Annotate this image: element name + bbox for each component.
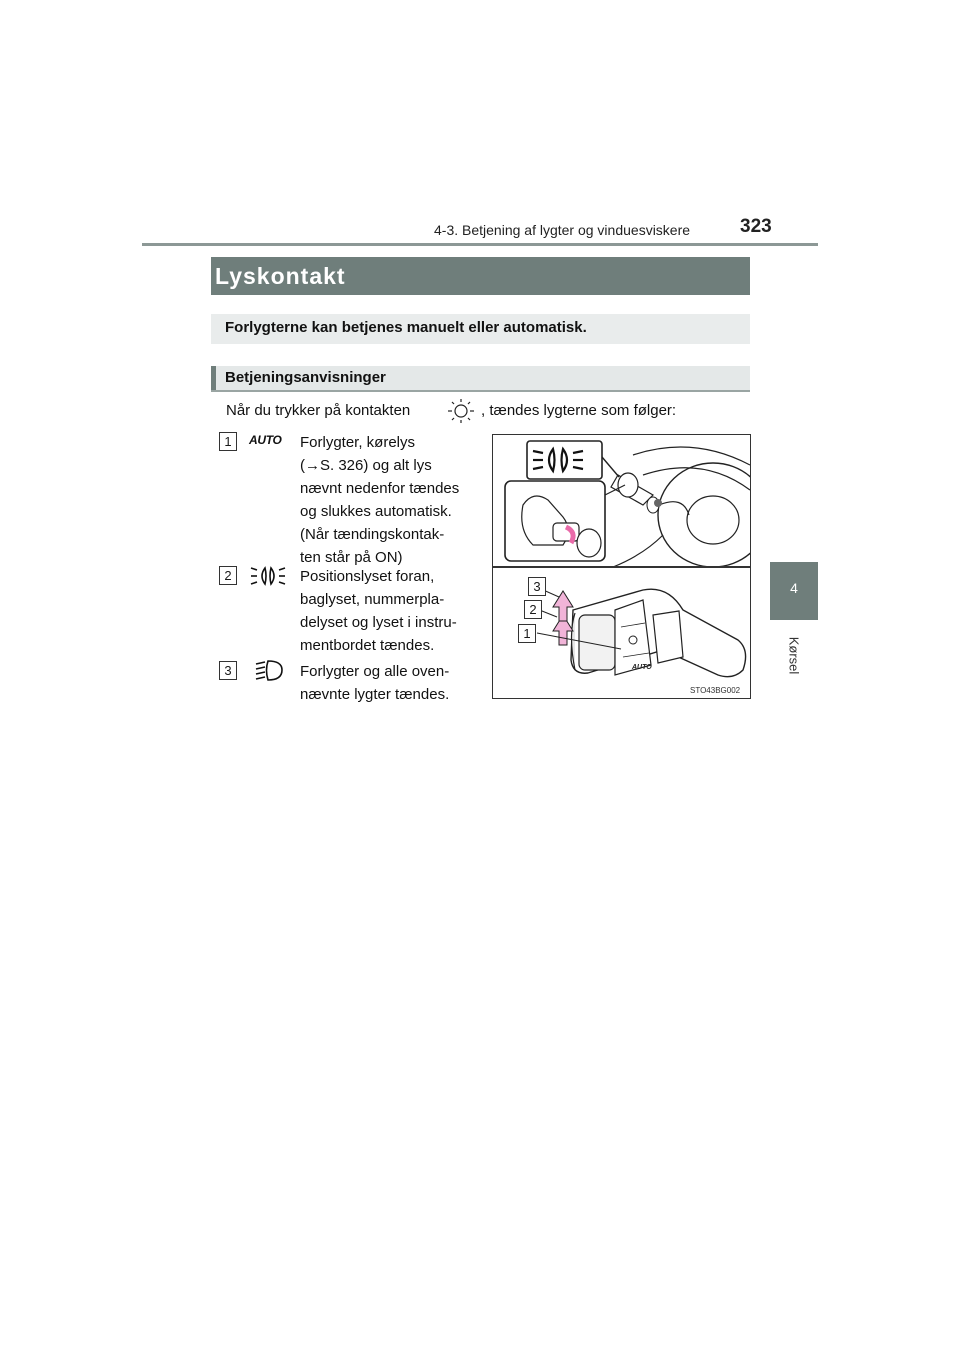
subsection-accent — [211, 366, 216, 390]
item-3-line: nævnte lygter tændes. — [300, 686, 450, 703]
item-1-line: og slukkes automatisk. — [300, 503, 452, 520]
figure-callout-3: 3 — [528, 577, 546, 596]
item-1-line: Forlygter, kørelys — [300, 434, 416, 451]
illustration-divider — [492, 566, 751, 568]
page-title-bar — [211, 257, 750, 295]
intro-text: Forlygterne kan betjenes manuelt eller automatisk. — [225, 319, 587, 336]
item-2-line: Positionslyset foran, — [300, 568, 435, 585]
chapter-tab[interactable] — [770, 562, 818, 620]
item-1-line: (Når tændingskontak- — [300, 526, 445, 543]
item-number-1: 1 — [219, 432, 237, 451]
figure-callout-1: 1 — [518, 624, 536, 643]
headlight-icon — [254, 659, 284, 683]
subsection-title: Betjeningsanvisninger — [225, 369, 386, 386]
instruction-before: Når du trykker på kontakten — [226, 402, 411, 419]
chapter-label — [784, 632, 804, 682]
item-2-line: delyset og lyset i instru- — [300, 614, 457, 631]
chapter-number: 4 — [790, 580, 798, 596]
item-number-2: 2 — [219, 566, 237, 585]
auto-icon: AUTO — [249, 433, 282, 447]
item-2-text — [300, 565, 478, 657]
item-1-line: (→S. 326) og alt lys — [300, 457, 432, 474]
item-number-3: 3 — [219, 661, 237, 680]
item-3-text — [300, 660, 478, 706]
page-title: Lyskontakt — [215, 263, 346, 289]
item-1-line: ten står på ON) — [300, 549, 403, 566]
item-2-line: mentbordet tændes. — [300, 637, 435, 654]
subsection-bar — [211, 366, 750, 392]
item-3-line: Forlygter og alle oven- — [300, 663, 450, 680]
chapter-label-text: Kørsel — [786, 636, 802, 675]
header-divider — [142, 243, 818, 246]
section-title: 4-3. Betjening af lygter og vinduesviskere — [434, 222, 691, 238]
item-2-line: baglyset, nummerpla- — [300, 591, 445, 608]
light-switch-sun-icon — [447, 398, 475, 424]
position-lights-icon — [250, 564, 286, 588]
intro-box — [211, 314, 750, 344]
item-1-line: nævnt nedenfor tændes — [300, 480, 460, 497]
figure-callout-2: 2 — [524, 600, 542, 619]
switch-auto-label: AUTO — [632, 664, 652, 671]
instruction-after: , tændes lygterne som følger: — [481, 402, 677, 419]
item-1-text — [300, 431, 478, 569]
page-number: 323 — [740, 216, 772, 237]
figure-code: STO43BG002 — [690, 686, 741, 695]
